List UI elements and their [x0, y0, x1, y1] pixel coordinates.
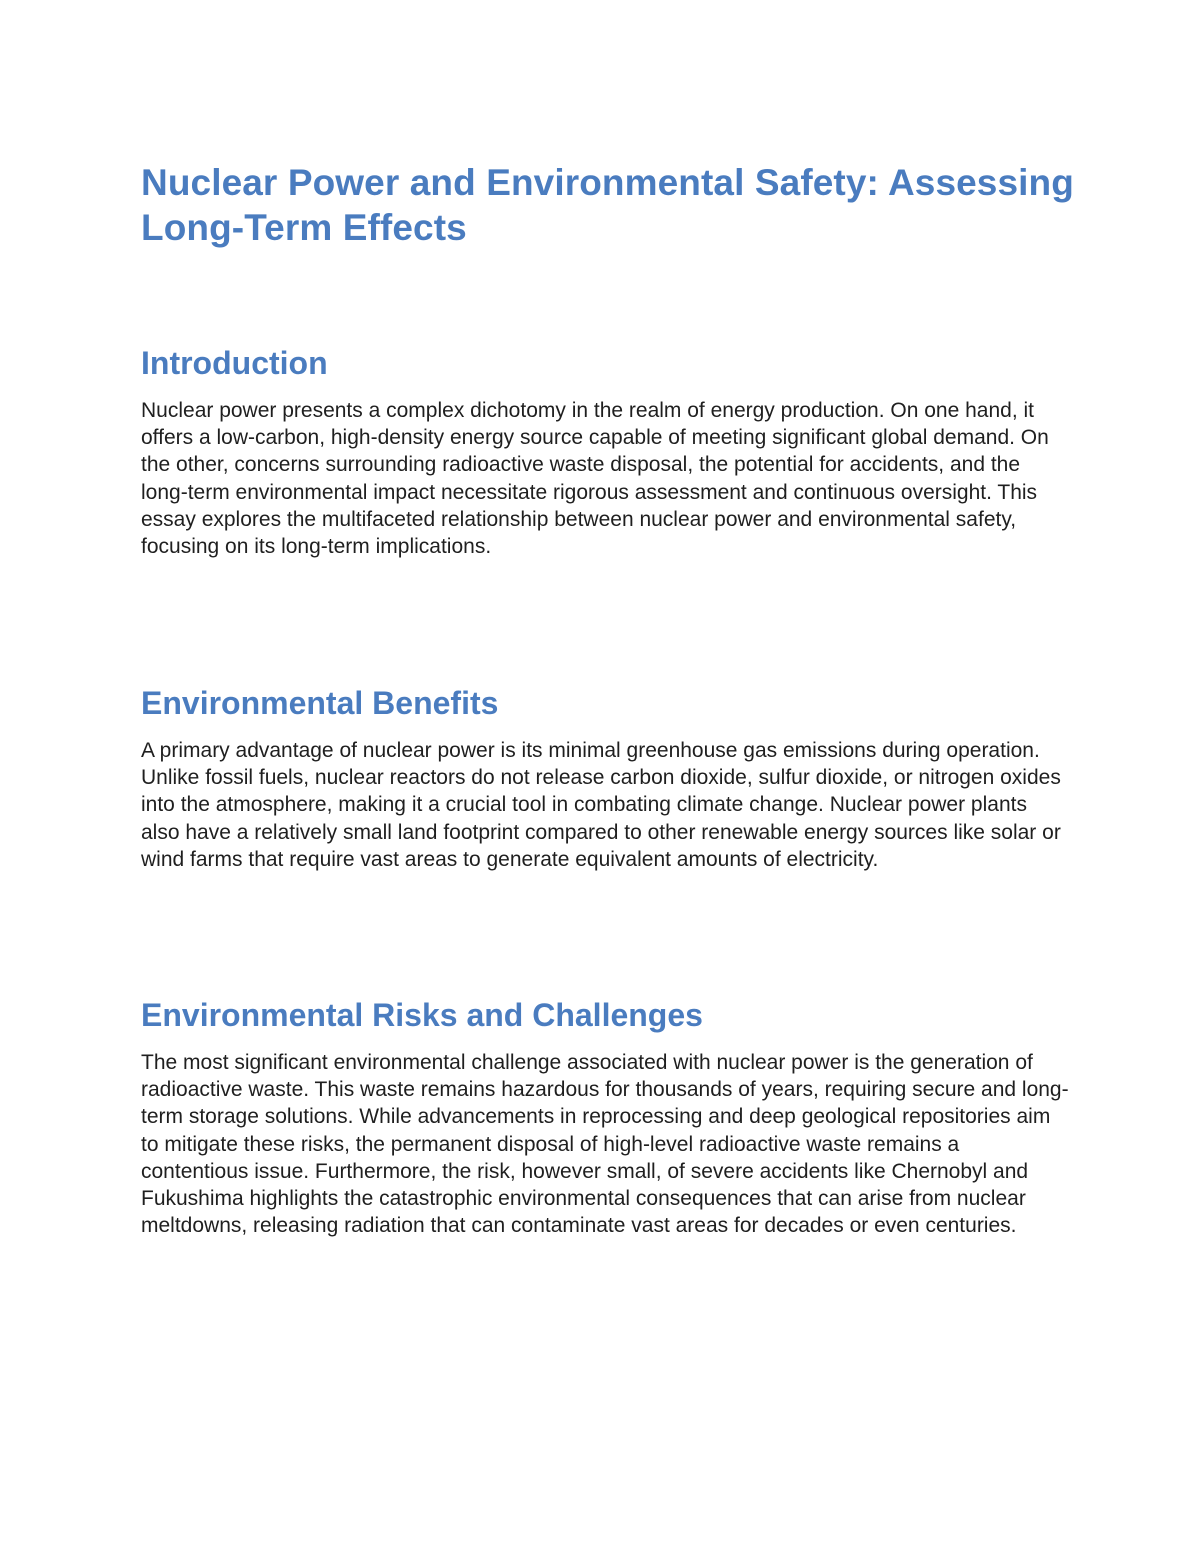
- section-environmental-risks: [141, 995, 1071, 1239]
- section-environmental-benefits: [141, 683, 1071, 873]
- section-body: A primary advantage of nuclear power is its minimal greenhouse gas emissions during operation. Unlike fossil fuels, nuclear reactors do not release carbon dioxide, sulfur dioxide, or nitrogen oxides into the atmosphere, making it a crucial tool in combating climate change. Nuclear power plants also have a relatively small land footprint compared to other renewable energy sources like solar or wind farms that require vast areas to generate equivalent amounts of electricity.: [141, 739, 1061, 871]
- section-body: Nuclear power presents a complex dichotomy in the realm of energy production. On one hand, it offers a low-carbon, high-density energy source capable of meeting significant global demand. On the other, concerns surrounding radioactive waste disposal, the potential for accidents, and the long-term environmental impact necessitate rigorous assessment and continuous oversight. This essay explores the multifaceted relationship between nuclear power and environmental safety, focusing on its long-term implications.: [141, 399, 1049, 559]
- section-heading: Environmental Benefits: [141, 685, 499, 721]
- section-heading: Environmental Risks and Challenges: [141, 997, 703, 1033]
- section-introduction: [141, 343, 1071, 560]
- section-heading: Introduction: [141, 345, 328, 381]
- document-title: Nuclear Power and Environmental Safety: Assessing Long-Term Effects: [141, 162, 1074, 248]
- section-body: The most significant environmental challenge associated with nuclear power is the generation of radioactive waste. This waste remains hazardous for thousands of years, requiring secure and long-term storage solutions. While advancements in reprocessing and deep geological repositories aim to mitigate these risks, the permanent disposal of high-level radioactive waste remains a contentious issue. Furthermore, the risk, however small, of severe accidents like Chernobyl and Fukushima highlights the catastrophic environmental consequences that can arise from nuclear meltdowns, releasing radiation that can contaminate vast areas for decades or even centuries.: [141, 1051, 1069, 1238]
